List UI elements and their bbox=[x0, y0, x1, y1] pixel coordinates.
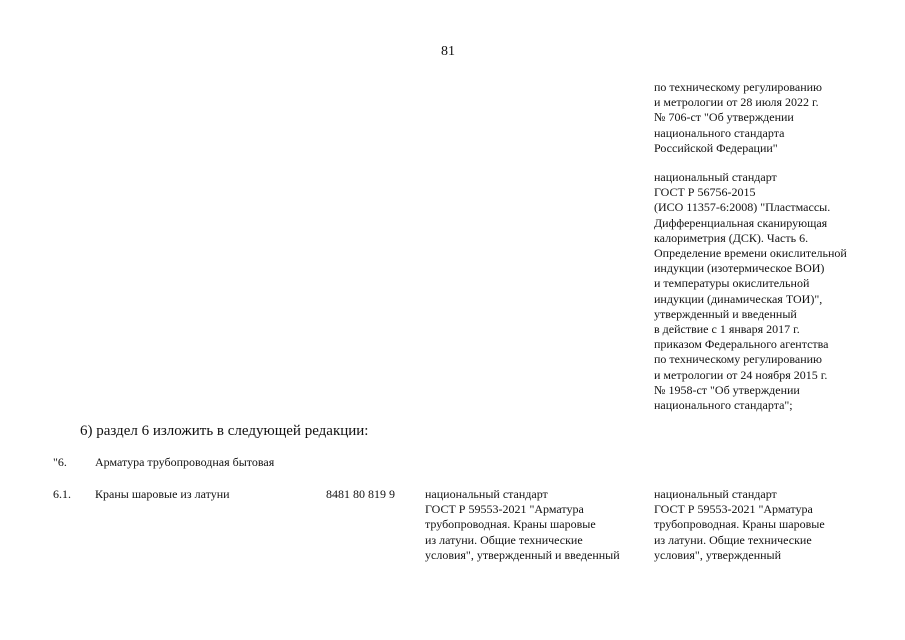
text-line: (ИСО 11357-6:2008) "Пластмассы. bbox=[654, 200, 831, 215]
text-line: Определение времени окислительной bbox=[654, 246, 847, 261]
text-line: ГОСТ Р 59553-2021 "Арматура bbox=[425, 502, 584, 517]
page-number: 81 bbox=[441, 44, 455, 59]
text-line: и температуры окислительной bbox=[654, 276, 810, 291]
row-product-name: Краны шаровые из латуни bbox=[95, 487, 230, 501]
row-code: 8481 80 819 9 bbox=[326, 487, 395, 501]
text-line: из латуни. Общие технические bbox=[654, 532, 812, 547]
text-line: индукции (изотермическое ВОИ) bbox=[654, 261, 825, 276]
instruction-text: 6) раздел 6 изложить в следующей редакции: bbox=[80, 423, 369, 439]
text-line: по техническому регулированию bbox=[654, 352, 823, 367]
text-line: национальный стандарт bbox=[654, 487, 777, 501]
text-line: и метрологии от 28 июля 2022 г. bbox=[654, 95, 819, 110]
text-line: ГОСТ Р 59553-2021 "Арматура bbox=[654, 502, 813, 517]
right-column-top-text bbox=[654, 80, 822, 156]
text-line: национальный стандарт bbox=[654, 170, 777, 184]
text-line: и метрологии от 24 ноября 2015 г. bbox=[654, 367, 828, 382]
text-line: приказом Федерального агентства bbox=[654, 337, 829, 352]
text-line: из латуни. Общие технические bbox=[425, 532, 583, 547]
row-standard-column-4 bbox=[654, 487, 825, 563]
row-number: 6.1. bbox=[53, 487, 71, 501]
row-standard-column-3 bbox=[425, 487, 620, 563]
text-line: № 1958-ст "Об утверждении bbox=[654, 382, 800, 397]
text-line: условия", утвержденный и введенный bbox=[425, 547, 620, 562]
text-line: национального стандарта"; bbox=[654, 398, 793, 413]
text-line: условия", утвержденный bbox=[654, 547, 782, 562]
text-line: индукции (динамическая ТОИ)", bbox=[654, 291, 823, 306]
text-line: трубопроводная. Краны шаровые bbox=[425, 517, 596, 532]
text-line: № 706-ст "Об утверждении bbox=[654, 110, 794, 125]
text-line: национального стандарта bbox=[654, 125, 785, 140]
text-line: Дифференциальная сканирующая bbox=[654, 215, 828, 230]
right-column-standard-text bbox=[654, 170, 847, 413]
text-line: калориметрия (ДСК). Часть 6. bbox=[654, 230, 809, 245]
section-title: Арматура трубопроводная бытовая bbox=[95, 455, 275, 469]
text-line: национальный стандарт bbox=[425, 487, 548, 501]
text-line: трубопроводная. Краны шаровые bbox=[654, 517, 825, 532]
text-line: утвержденный и введенный bbox=[654, 306, 797, 321]
text-line: в действие с 1 января 2017 г. bbox=[654, 322, 800, 337]
text-line: Российской Федерации" bbox=[654, 140, 778, 155]
text-line: ГОСТ Р 56756-2015 bbox=[654, 185, 756, 200]
section-number: "6. bbox=[53, 455, 67, 469]
text-line: по техническому регулированию bbox=[654, 80, 823, 94]
